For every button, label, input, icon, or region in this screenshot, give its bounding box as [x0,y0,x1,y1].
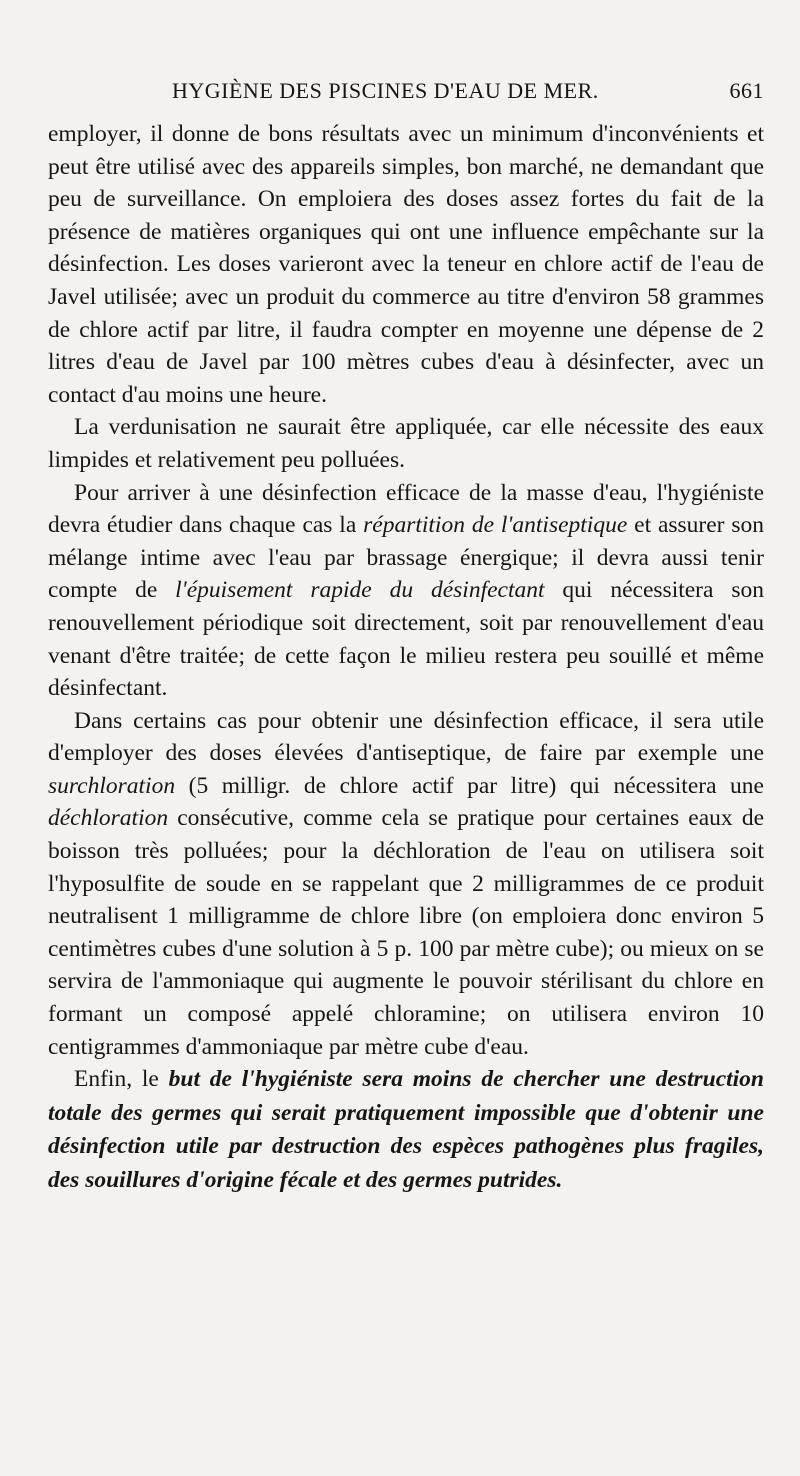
text-run: employer, il donne de bons résultats avec un minimum d'inconvénients et peut être utilisé avec des appareils simples, bon marché, ne demandant que peu de surveillance. On emploiera des doses assez fortes du fait de la présence de matières organiques qui ont une influence empêchante sur la désinfection. Les doses varieront avec la teneur en chlore actif de l'eau de Javel utilisée; avec un produit du commerce au titre d'environ 58 grammes de chlore actif par litre, il faudra compter en moyenne une dépense de 2 litres d'eau de Javel par 100 mètres cubes d'eau à désinfecter, avec un contact d'au moins une heure. [48,121,764,408]
paragraph [48,477,764,705]
body-text [48,118,764,1197]
text-run: (5 milligr. de chlore actif par litre) qui nécessitera une [175,772,764,799]
text-run: Dans certains cas pour obtenir une désinfection efficace, il sera utile d'employer des doses élevées d'antiseptique, de faire par exemple une [48,707,764,767]
paragraph-2-wrap [48,411,764,476]
paragraph-3-wrap [48,477,764,705]
paragraph [48,411,764,476]
paragraph-5-wrap [48,1063,764,1197]
italic-run: déchloration [48,805,169,832]
page-number: 661 [729,78,764,103]
running-title: HYGIÈNE DES PISCINES D'EAU DE MER. [172,78,599,103]
paragraph [48,118,764,411]
paragraph-1-wrap [48,118,764,411]
italic-run: surchloration [48,772,176,799]
paragraph [48,705,764,1064]
italic-run: l'épuisement rapide du désinfectant [175,577,545,604]
text-run: consécutive, comme cela se pratique pour certaines eaux de boisson très polluées; pour la déchloration de l'eau on utilisera soit l'hyposulfite de soude en se rappelant que 2 milligrammes de ce produit neutralisent 1 milligramme de chlore libre (on emploiera donc environ 5 centimètres cubes d'une solution à 5 p. 100 par mètre cube); ou mieux on se servira de l'ammoniaque qui augmente le pouvoir stérilisant du chlore en formant un composé appelé chloramine; on utilisera environ 10 centigrammes d'ammoniaque par mètre cube d'eau. [48,805,764,1060]
paragraph [48,1063,764,1197]
text-run: et assurer son mélange intime avec l'eau par brassage énergique; il devra aussi tenir compte de [48,512,764,604]
bold-italic-run: but de l'hygiéniste sera moins de chercher une destruction totale des germes qui serait pratiquement impossible que d'obtenir une désinfection utile par destruction des espèces pathogènes plus fragiles, des souillures d'origine fécale et des germes putrides. [48,1066,765,1193]
text-run: Pour arriver à une désinfection efficace de la masse d'eau, l'hygiéniste devra étudier dans chaque cas la [48,479,764,539]
paragraph-4-wrap [48,705,764,1064]
italic-run: répartition de l'antiseptique [363,512,628,539]
text-run: La verdunisation ne saurait être appliquée, car elle nécessite des eaux limpides et relativement peu polluées. [48,414,764,473]
text-run: qui nécessitera son renouvellement périodique soit directement, soit par renouvellement d'eau venant d'être traitée; de cette façon le milieu restera peu souillé et même désinfectant. [48,577,764,702]
running-head [48,78,764,104]
text-run: Enfin, le [74,1066,169,1093]
